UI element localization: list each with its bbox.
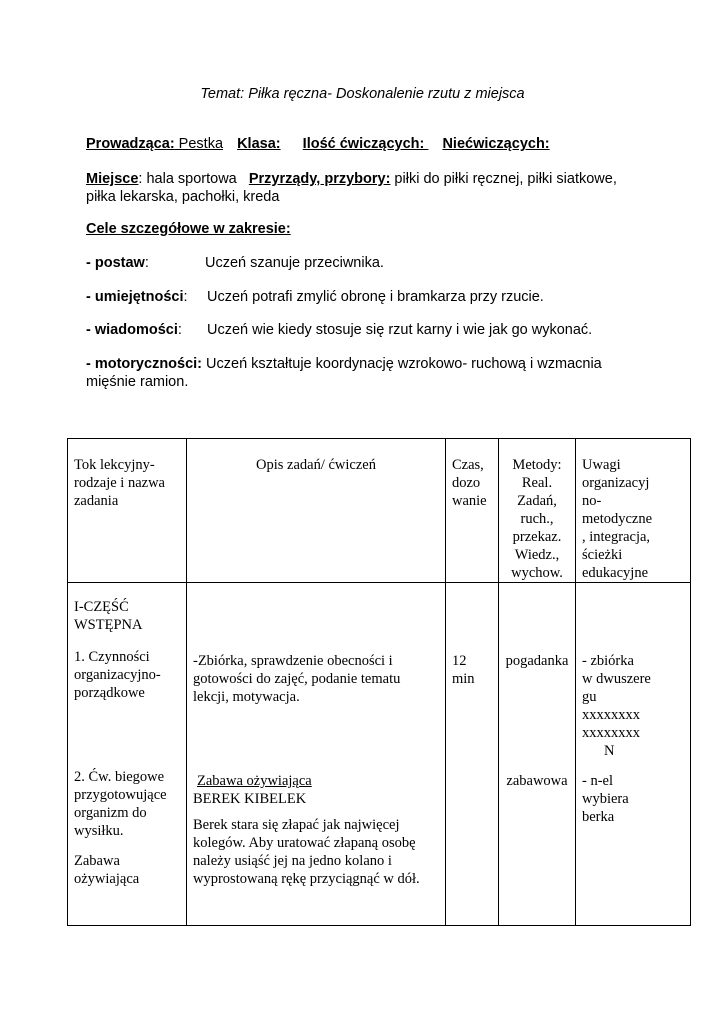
goal-motorycznosci-value: Uczeń kształtuje koordynację wzrokowo- ruchową i wzmacnia mięśnie ramion. bbox=[86, 356, 602, 390]
cwiczacych-label: Ilość ćwiczących: bbox=[302, 136, 429, 152]
place-line bbox=[86, 170, 646, 206]
row2-notes: - n-el wybiera berka bbox=[582, 773, 629, 825]
goal-wiadomosci: - wiadomości: Uczeń wie kiedy stosuje się rzut karny i wie jak go wykonać. bbox=[86, 322, 593, 338]
row1-notes-n: N bbox=[604, 743, 615, 759]
prowadzaca-value: Pestka bbox=[174, 136, 224, 152]
header-cell bbox=[187, 439, 446, 583]
goal-wiadomosci-value: Uczeń wie kiedy stosuje się rzut karny i wie jak go wykonać. bbox=[207, 322, 593, 338]
klasa-label: Klasa: bbox=[237, 136, 281, 152]
row1-method: pogadanka bbox=[505, 653, 569, 669]
time-cell bbox=[446, 583, 499, 926]
header-cell bbox=[576, 439, 691, 583]
lesson-table bbox=[67, 438, 691, 926]
przyrzady-label: Przyrządy, przybory: bbox=[248, 171, 391, 187]
row1-notes: - zbiórka w dwuszere gu xxxxxxxx xxxxxxxx bbox=[582, 653, 651, 741]
header-cell bbox=[446, 439, 499, 583]
row2-desc-text: Berek stara się złapać jak najwięcej kolegów. Aby uratować złapaną osobę należy usiąść jej na jedno kolano i wyprostowaną rękę przyciągnąć w dół. bbox=[193, 817, 420, 887]
section-label: I-CZĘŚĆ WSTĘPNA bbox=[74, 599, 143, 633]
goal-motorycznosci bbox=[86, 355, 631, 391]
goal-umiejetnosci: - umiejętności: Uczeń potrafi zmylić obronę i bramkarza przy rzucie. bbox=[86, 289, 544, 305]
header-col2: Opis zadań/ ćwiczeń bbox=[256, 457, 376, 473]
row2-method: zabawowa bbox=[506, 773, 568, 789]
row2-desc-name: BEREK KIBELEK bbox=[193, 791, 307, 807]
miejsce-value: : hala sportowa bbox=[138, 171, 237, 187]
goal-postaw-value: Uczeń szanuje przeciwnika. bbox=[205, 255, 384, 271]
row1-task: 1. Czynności organizacyjno- porządkowe bbox=[74, 649, 161, 701]
desc-cell bbox=[187, 583, 446, 926]
miejsce-label: Miejsce bbox=[86, 171, 139, 187]
row1-desc: -Zbiórka, sprawdzenie obecności i gotowości do zajęć, podanie tematu lekcji, motywacja. bbox=[193, 653, 401, 705]
row2-task: 2. Ćw. biegowe przygotowujące organizm do wysiłku. bbox=[74, 769, 167, 839]
header-cell bbox=[68, 439, 187, 583]
goal-motorycznosci-label: - motoryczności: bbox=[86, 356, 203, 372]
table-row bbox=[68, 583, 691, 926]
header-cell bbox=[499, 439, 576, 583]
prowadzaca-label: Prowadząca: bbox=[86, 136, 175, 152]
niecwiczacych-label: Niećwiczących: bbox=[442, 136, 550, 152]
goal-postaw-label: - postaw bbox=[86, 255, 145, 271]
goal-umiejetnosci-value: Uczeń potrafi zmylić obronę i bramkarza przy rzucie. bbox=[207, 289, 544, 305]
goal-postaw: - postaw: Uczeń szanuje przeciwnika. bbox=[86, 255, 384, 271]
goal-umiejetnosci-label: - umiejętności bbox=[86, 289, 184, 305]
header-col4: Metody: Real. Zadań, ruch., przekaz. Wiedz., wychow. bbox=[511, 457, 563, 581]
header-col5: Uwagi organizacyj no- metodyczne , integracja, ścieżki edukacyjne bbox=[582, 457, 653, 581]
table-header-row bbox=[68, 439, 691, 583]
notes-cell bbox=[576, 583, 691, 926]
row2-desc-title: Zabawa ożywiająca bbox=[197, 773, 312, 789]
task-cell bbox=[68, 583, 187, 926]
goal-wiadomosci-label: - wiadomości bbox=[86, 322, 178, 338]
header-line bbox=[86, 136, 550, 152]
header-col3: Czas, dozo wanie bbox=[452, 457, 487, 509]
row1-time: 12 min bbox=[452, 653, 475, 687]
page-title: Temat: Piłka ręczna- Doskonalenie rzutu z miejsca bbox=[200, 86, 525, 102]
przyrzady-value: piłki do piłki ręcznej, piłki siatkowe, piłka lekarska, pachołki, kreda bbox=[86, 171, 617, 205]
method-cell bbox=[499, 583, 576, 926]
header-col1: Tok lekcyjny- rodzaje i nazwa zadania bbox=[74, 457, 165, 509]
row2-task2: Zabawa ożywiająca bbox=[74, 853, 140, 887]
goals-heading: Cele szczegółowe w zakresie: bbox=[86, 221, 291, 237]
